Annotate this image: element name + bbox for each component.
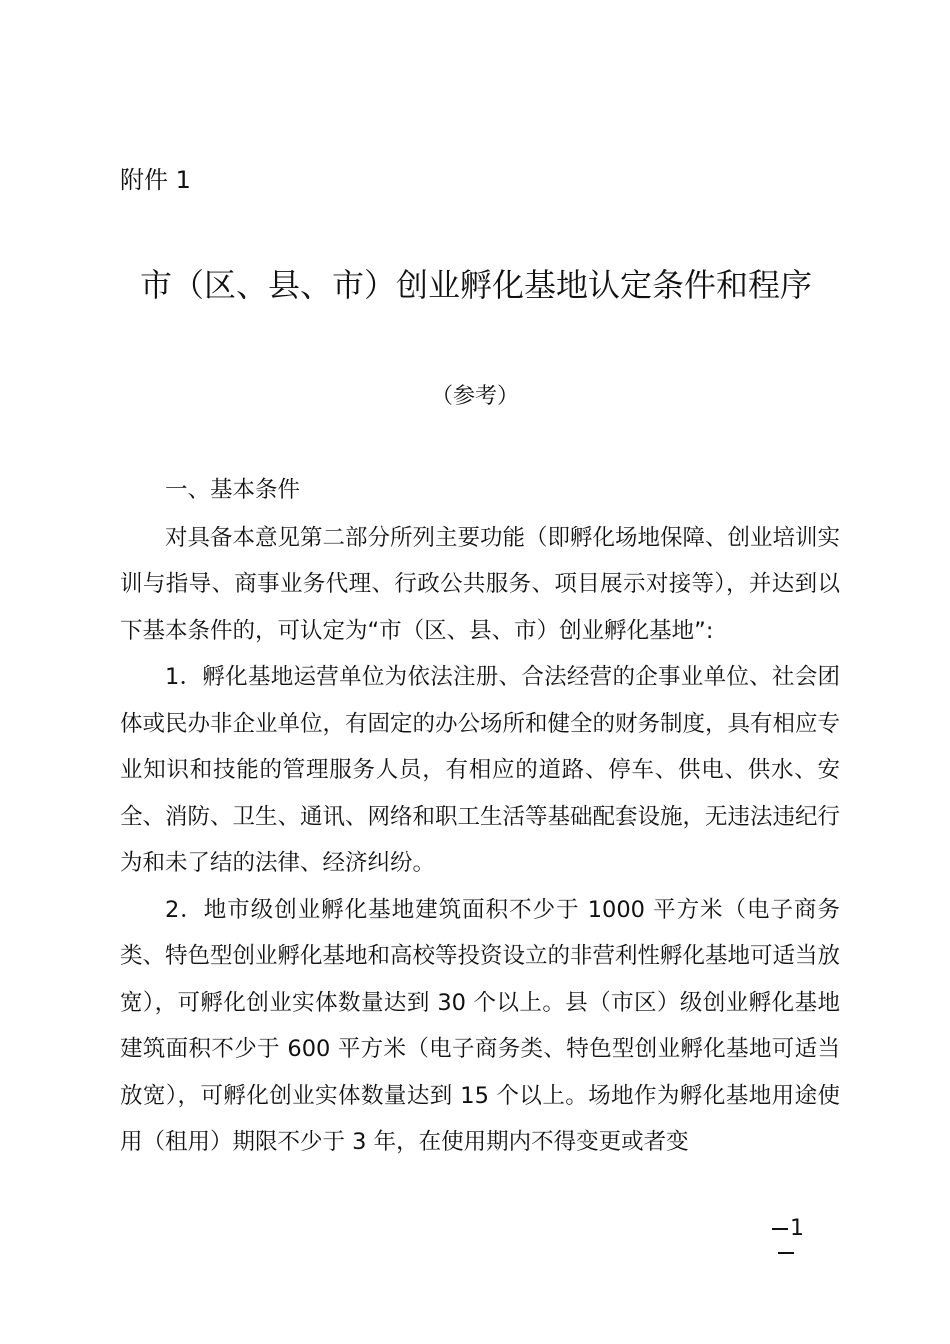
document-subtitle: （参考） xyxy=(430,384,519,409)
page-number-value: 1 xyxy=(790,1216,804,1241)
page-number xyxy=(772,1216,812,1242)
page-number-dash-below xyxy=(778,1252,794,1254)
paragraph-condition-1: 1．孵化基地运营单位为依法注册、合法经营的企事业单位、社会团体或民办非企业单位，有固定的办公场所和健全的财务制度，具有相应专业知识和技能的管理服务人员，有相应的道路、停车、供电、供水、安全、消防、卫生、通讯、网络和职工生活等基础配套设施，无违法违纪行为和未了结的法律、经济纠纷。 xyxy=(120,664,841,876)
attachment-label: 附件 1 xyxy=(120,166,191,194)
paragraph-condition-2: 2．地市级创业孵化基地建筑面积不少于 1000 平方米（电子商务类、特色型创业孵化基地和高校等投资设立的非营利性孵化基地可适当放宽），可孵化创业实体数量达到 30 个以上。县（市区）级创业孵化基地建筑面积不少于 600 平方米（电子商务类、特色型创业孵化基地可适当放宽），可孵化创业实体数量达到 15 个以上。场地作为孵化基地用途使用（租用）期限不少于 3 年，在使用期内不得变更或者变 xyxy=(120,896,841,1155)
paragraph-intro: 对具备本意见第二部分所列主要功能（即孵化场地保障、创业培训实训与指导、商事业务代理、行政公共服务、项目展示对接等），并达到以下基本条件的，可认定为“市（区、县、市）创业孵化基地”: xyxy=(120,524,841,644)
page-number-dash-left xyxy=(772,1228,788,1230)
document-title: 市（区、县、市）创业孵化基地认定条件和程序 xyxy=(140,266,813,304)
section-heading: 一、基本条件 xyxy=(165,477,301,503)
document-body xyxy=(120,467,840,1166)
